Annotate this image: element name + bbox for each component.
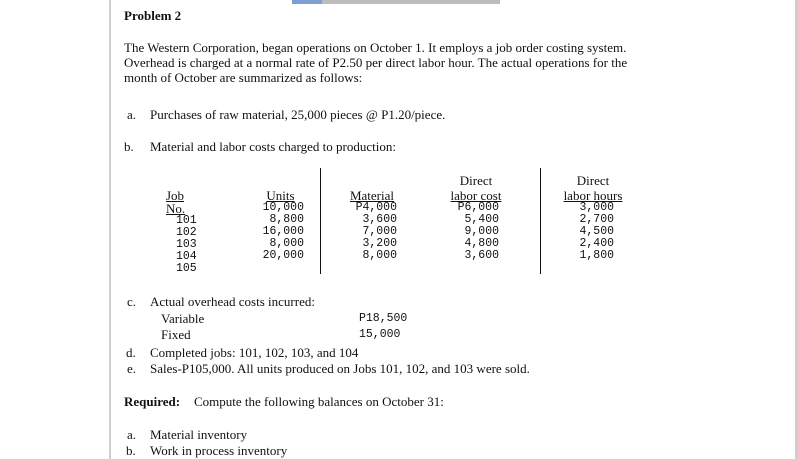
required-item-a-text: Material inventory bbox=[150, 427, 248, 442]
units-cell: 8,800 bbox=[269, 213, 304, 226]
left-frame-border bbox=[109, 0, 111, 459]
material-cell: 7,000 bbox=[362, 225, 397, 238]
units-values bbox=[252, 202, 304, 262]
problem-title: Problem 2 bbox=[124, 8, 182, 23]
direct-labor-cost-cell: 5,400 bbox=[464, 213, 499, 226]
required-label: Required: bbox=[124, 394, 181, 409]
header-material: Material bbox=[349, 188, 395, 203]
col-units bbox=[252, 189, 304, 262]
direct-labor-hours-cell: 2,700 bbox=[579, 213, 614, 226]
direct-labor-cost-cell: P6,000 bbox=[457, 201, 499, 214]
item-d-letter: d. bbox=[126, 345, 136, 360]
direct-labor-hours-cell: 4,500 bbox=[579, 225, 614, 238]
col-direct-labor-hours bbox=[560, 174, 626, 262]
units-cell: 8,000 bbox=[269, 237, 304, 250]
intro-line-1: The Western Corporation, began operations on October 1. It employs a job order costing system. bbox=[124, 40, 627, 55]
direct-labor-hours-cell: 2,400 bbox=[579, 237, 614, 250]
required-text: Compute the following balances on October 31: bbox=[194, 394, 444, 409]
units-cell: 20,000 bbox=[262, 249, 304, 262]
col-direct-labor-cost bbox=[445, 174, 507, 262]
item-b-letter: b. bbox=[124, 139, 134, 154]
col-material bbox=[344, 189, 400, 262]
units-cell: 10,000 bbox=[262, 201, 304, 214]
variable-value: P18,500 bbox=[359, 312, 408, 325]
col-job-no bbox=[166, 189, 206, 275]
item-e-text: Sales-P105,000. All units produced on Jobs 101, 102, and 103 were sold. bbox=[150, 361, 530, 376]
material-cell: P4,000 bbox=[355, 201, 397, 214]
intro-line-3: month of October are summarized as follows: bbox=[124, 70, 363, 85]
direct-labor-cost-cell: 9,000 bbox=[464, 225, 499, 238]
direct-labor-hours-cell: 1,800 bbox=[579, 249, 614, 262]
direct-labor-cost-values bbox=[445, 202, 507, 262]
table-divider-2 bbox=[540, 168, 541, 274]
job-no-cell: 102 bbox=[176, 226, 197, 239]
required-item-b-text: Work in process inventory bbox=[150, 443, 288, 458]
top-scroll-thumb[interactable] bbox=[292, 0, 322, 4]
item-b-text: Material and labor costs charged to production: bbox=[150, 139, 396, 154]
material-cell: 3,200 bbox=[362, 237, 397, 250]
header-direct-labor-hours-2: labor hours bbox=[563, 188, 623, 203]
required-item-a-letter: a. bbox=[127, 427, 137, 442]
header-job-no: Job No. bbox=[166, 188, 186, 216]
item-a-text: Purchases of raw material, 25,000 pieces @ P1.20/piece. bbox=[150, 107, 446, 122]
top-scroll-bar[interactable] bbox=[292, 0, 500, 4]
table-divider-1 bbox=[320, 168, 321, 274]
intro-line-2: Overhead is charged at a normal rate of P2.50 per direct labor hour. The actual operations for the bbox=[124, 55, 628, 70]
item-c-letter: c. bbox=[127, 294, 137, 309]
job-no-cell: 101 bbox=[176, 214, 197, 227]
job-no-cell: 105 bbox=[176, 262, 197, 275]
direct-labor-cost-cell: 4,800 bbox=[464, 237, 499, 250]
material-values bbox=[344, 202, 400, 262]
fixed-value: 15,000 bbox=[359, 328, 401, 341]
material-cell: 3,600 bbox=[362, 213, 397, 226]
item-d-text: Completed jobs: 101, 102, 103, and 104 bbox=[150, 345, 359, 360]
item-e-letter: e. bbox=[127, 361, 137, 376]
header-direct-labor-cost-1: Direct bbox=[459, 173, 493, 188]
direct-labor-hours-values bbox=[560, 202, 626, 262]
job-no-values bbox=[166, 215, 206, 275]
direct-labor-cost-cell: 3,600 bbox=[464, 249, 499, 262]
job-no-cell: 104 bbox=[176, 250, 197, 263]
units-cell: 16,000 bbox=[262, 225, 304, 238]
header-direct-labor-cost-2: labor cost bbox=[450, 188, 502, 203]
required-item-b-letter: b. bbox=[126, 443, 136, 458]
material-cell: 8,000 bbox=[362, 249, 397, 262]
direct-labor-hours-cell: 3,000 bbox=[579, 201, 614, 214]
job-no-cell: 103 bbox=[176, 238, 197, 251]
item-c-text: Actual overhead costs incurred: bbox=[150, 294, 315, 309]
item-a-letter: a. bbox=[127, 107, 137, 122]
header-direct-labor-hours-1: Direct bbox=[576, 173, 610, 188]
fixed-label: Fixed bbox=[161, 327, 191, 342]
variable-label: Variable bbox=[161, 311, 205, 326]
header-units: Units bbox=[266, 188, 295, 203]
